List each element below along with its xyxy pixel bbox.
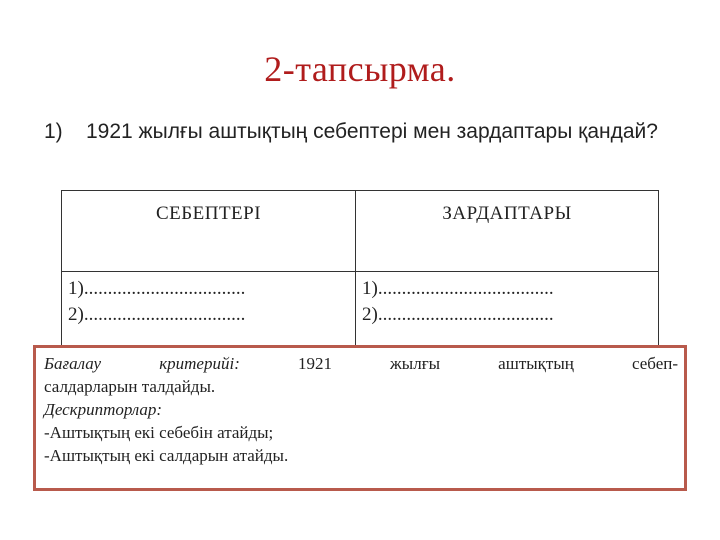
consequence-line-2: 2)..................................... [362, 304, 554, 325]
answer-table [61, 190, 659, 356]
criteria-line [44, 352, 678, 375]
question [44, 118, 684, 146]
cause-line-1: 1).................................. [68, 278, 246, 299]
cause-line-2: 2).................................. [68, 304, 246, 325]
table-row [62, 272, 659, 356]
table-header-row [62, 191, 659, 272]
consequences-cell [356, 272, 659, 356]
consequence-line-1: 1)..................................... [362, 278, 554, 299]
assessment-criteria-box [33, 345, 687, 491]
header-causes: СЕБЕПТЕРІ [62, 191, 356, 272]
descriptor-item-1: -Аштықтың екі себебін атайды; [44, 423, 274, 442]
question-text: 1921 жылғы аштықтың себептері мен зардаптары қандай? [86, 120, 658, 143]
criteria-text: 1921 жылғы аштықтың себеп- [297, 354, 678, 373]
causes-cell [62, 272, 356, 356]
descriptors-label: Дескрипторлар: [44, 400, 163, 419]
criteria-label: Бағалау критерийі: [44, 354, 240, 373]
question-number: 1) [44, 120, 63, 143]
slide-title: 2-тапсырма. [264, 49, 456, 89]
criteria-text-continued: салдарларын талдайды. [44, 377, 216, 396]
header-consequences: ЗАРДАПТАРЫ [356, 191, 659, 272]
descriptor-item-2: -Аштықтың екі салдарын атайды. [44, 446, 289, 465]
